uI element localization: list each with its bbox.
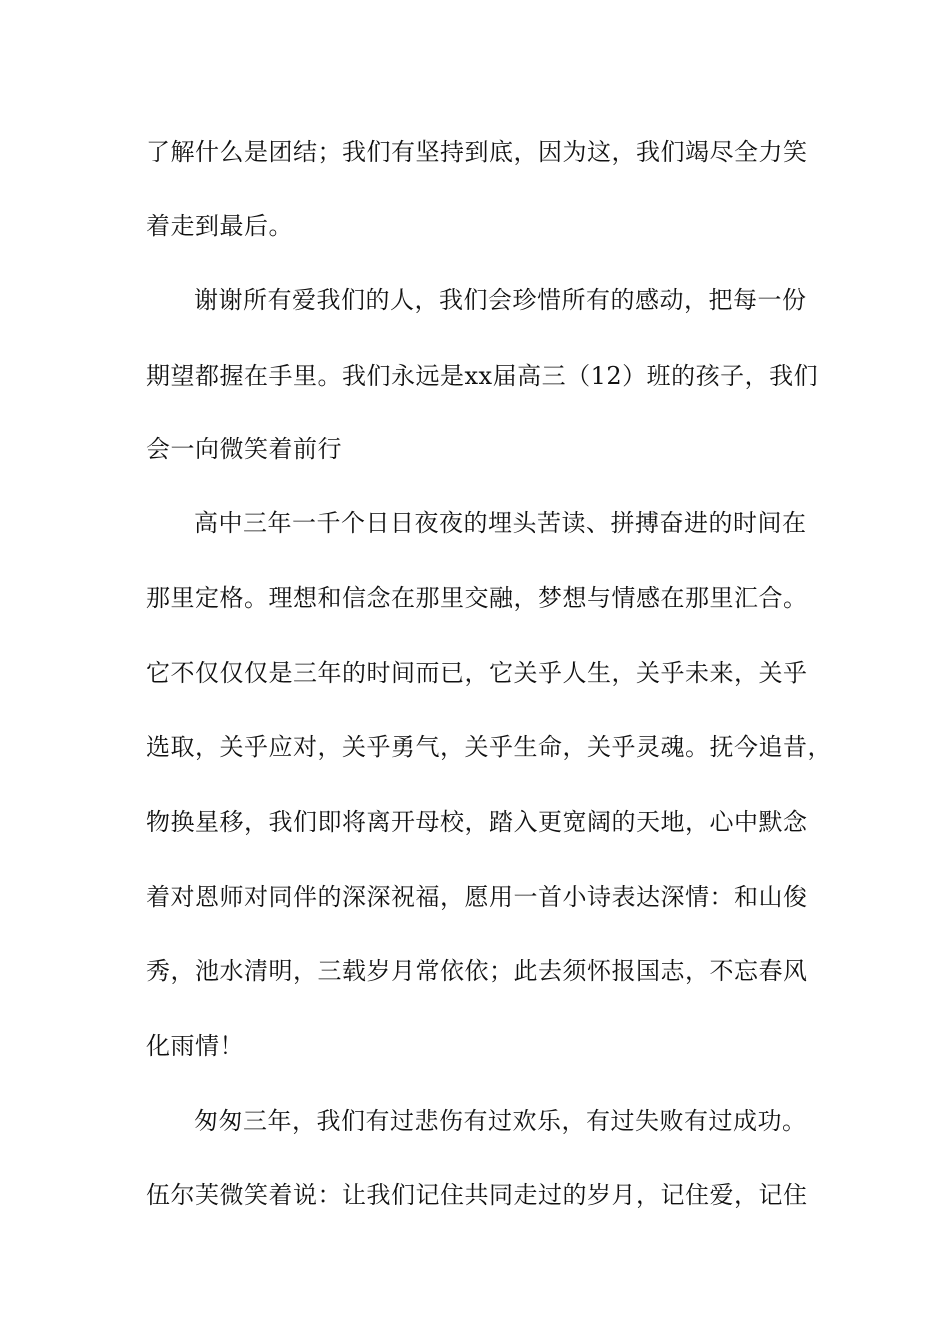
text-line: 着对恩师对同伴的深深祝福，愿用一首小诗表达深情：和山俊 (146, 883, 808, 911)
text-line: 物换星移，我们即将离开母校，踏入更宽阔的天地，心中默念 (146, 808, 808, 836)
text-line: 了解什么是团结；我们有坚持到底，因为这，我们竭尽全力笑 (146, 138, 808, 166)
text-line: 会一向微笑着前行 (146, 435, 342, 463)
paragraph-first-line: 谢谢所有爱我们的人，我们会珍惜所有的感动，把每一份 (194, 286, 807, 314)
text-line: 化雨情！ (146, 1032, 244, 1060)
paragraph-first-line: 高中三年一千个日日夜夜的埋头苦读、拼搏奋进的时间在 (194, 509, 807, 537)
text-line: 选取，关乎应对，关乎勇气，关乎生命，关乎灵魂。抚今追昔， (146, 733, 832, 761)
text-line: 期望都握在手里。我们永远是xx届高三（12）班的孩子，我们 (146, 362, 819, 390)
text-line: 伍尔芙微笑着说：让我们记住共同走过的岁月，记住爱，记住 (146, 1181, 808, 1209)
text-line: 它不仅仅仅是三年的时间而已，它关乎人生，关乎未来，关乎 (146, 659, 808, 687)
paragraph-first-line: 匆匆三年，我们有过悲伤有过欢乐，有过失败有过成功。 (194, 1107, 807, 1135)
text-line: 那里定格。理想和信念在那里交融，梦想与情感在那里汇合。 (146, 584, 808, 612)
text-line: 着走到最后。 (146, 212, 293, 240)
text-line: 秀，池水清明，三载岁月常依依；此去须怀报国志，不忘春风 (146, 957, 808, 985)
